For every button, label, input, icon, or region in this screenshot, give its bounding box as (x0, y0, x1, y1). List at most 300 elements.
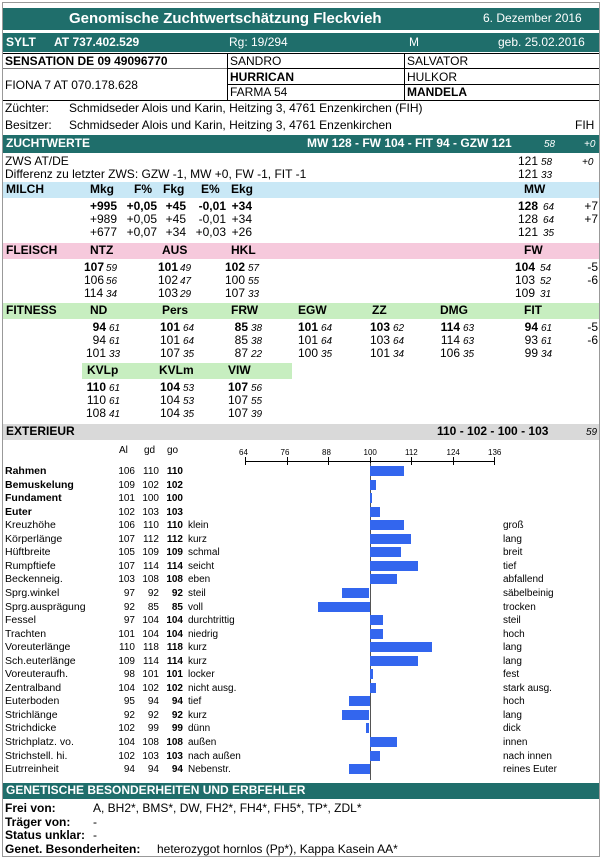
milch-mw: 121 (517, 225, 538, 239)
milch-value: +677 (89, 225, 117, 239)
fitness-reliability: 35 (183, 349, 195, 360)
breeder-label: Züchter: (5, 101, 50, 115)
frei-value: A, BH2*, BMS*, DW, FH2*, FH4*, FH5*, TP*, ZDL* (93, 801, 362, 815)
milch-value: +989 (89, 212, 117, 226)
scale-tick-label: 124 (446, 448, 460, 457)
trait-gd: 104 (142, 615, 159, 627)
milch-mw-reliability: 64 (543, 202, 555, 213)
milch-mw: 128 (517, 212, 538, 226)
fitness-col-kvlm: KVLm (159, 363, 194, 377)
animal-rank: Rg: 19/294 (229, 35, 288, 49)
fitness2-value: 110 (86, 380, 106, 394)
fitness2-reliability: 41 (109, 409, 121, 420)
fitness-header (3, 303, 599, 319)
zuchtwerte-bar (3, 135, 599, 153)
trait-gd: 103 (142, 506, 159, 518)
trait-high-label: innen (503, 737, 528, 748)
fitness-reliability: 64 (393, 336, 405, 347)
trait-go: 94 (171, 696, 183, 708)
trait-low-label: locker (188, 669, 215, 681)
zws-value: 121 (518, 154, 539, 168)
title-bar (3, 8, 599, 30)
milch-mw-delta: +7 (584, 212, 598, 226)
trait-al: 106 (118, 520, 135, 532)
gen-value: heterozygot hornlos (Pp*), Kappa Kasein AA* (157, 842, 398, 856)
genetic-bar (3, 783, 599, 799)
trait-al: 102 (118, 750, 135, 762)
trait-go: 118 (166, 642, 183, 654)
fitness-value: 103 (369, 320, 390, 334)
trait-name: Euter (5, 505, 32, 518)
trait-high-label: säbelbeinig (503, 587, 554, 599)
fitness-value: 106 (439, 346, 460, 360)
scale-tick-label: 76 (280, 448, 290, 457)
trait-high-label: hoch (503, 628, 525, 640)
fitness2-reliability: 35 (183, 409, 195, 420)
trait-go: 114 (166, 560, 183, 572)
milch-value: -0,01 (198, 199, 226, 213)
fitness-value: 100 (297, 346, 318, 360)
trait-go: 102 (166, 479, 183, 491)
fleisch-value: 114 (84, 286, 104, 300)
fleisch-reliability: 47 (180, 276, 192, 287)
fitness-reliability: 33 (109, 349, 121, 360)
trait-gd: 94 (147, 696, 159, 708)
diff-reliability: 33 (541, 170, 553, 181)
milch-col-ekg: Ekg (231, 182, 254, 196)
milch-mw-delta: +7 (584, 199, 598, 213)
zws-delta: +0 (582, 157, 594, 168)
fleisch-reliability: 31 (540, 289, 552, 300)
status-value: - (93, 828, 97, 842)
trait-bar (318, 602, 370, 612)
trait-name: Hüftbreite (5, 546, 51, 559)
trait-al: 109 (118, 655, 135, 667)
fitness-col-kvlp: KVLp (87, 363, 119, 377)
fleisch-value: 104 (515, 260, 536, 274)
fleisch-value: 103 (158, 286, 179, 300)
trait-go: 109 (166, 547, 183, 559)
fitness-reliability: 22 (251, 349, 263, 360)
milch-header (3, 182, 599, 198)
fleisch-col-ntz: NTZ (90, 243, 114, 257)
zws-reliability: 58 (541, 157, 553, 168)
trait-high-label: lang (503, 655, 522, 667)
fitness2-reliability: 39 (251, 409, 263, 420)
trait-name: Bemuskelung (5, 478, 74, 491)
trait-gd: 108 (142, 574, 159, 586)
fitness-reliability: 62 (393, 323, 405, 334)
trait-gd: 94 (147, 764, 159, 776)
trait-name: Strichplatz. vo. (5, 736, 74, 748)
genetic-label: GENETISCHE BESONDERHEITEN UND ERBFEHLER (6, 783, 306, 797)
fitness-reliability: 38 (251, 336, 263, 347)
fitness-col-nd: ND (90, 303, 108, 317)
fleisch-value: 103 (515, 273, 536, 287)
fitness-value: 107 (159, 346, 180, 360)
fitness2-value: 104 (159, 380, 180, 394)
fitness-value: 87 (234, 346, 248, 360)
trait-al: 92 (123, 601, 135, 613)
frei-label: Frei von: (5, 801, 56, 815)
milch-value: +0,03 (195, 225, 226, 239)
trait-gd: 110 (143, 520, 159, 532)
trait-bar (370, 574, 398, 584)
milch-col-mkg: Mkg (90, 182, 114, 196)
trait-low-label: steil (188, 587, 206, 599)
trait-name: Voreuteraufh. (5, 668, 69, 681)
fitness-value: 93 (524, 333, 538, 347)
trait-bar (349, 764, 370, 774)
fitness2-value: 110 (86, 393, 106, 407)
fitness-value: 114 (440, 333, 460, 347)
fitness2-value: 107 (227, 380, 248, 394)
trait-gd: 92 (147, 587, 159, 599)
trait-al: 101 (118, 493, 135, 505)
trait-high-label: lang (503, 709, 522, 721)
fitness-reliability: 64 (183, 323, 195, 334)
trait-al: 104 (118, 682, 135, 694)
trait-go: 103 (166, 750, 183, 762)
trait-bar (370, 547, 401, 557)
trait-bar (342, 588, 370, 598)
fleisch-delta: -6 (587, 273, 598, 287)
fitness-value: 101 (85, 346, 106, 360)
trait-high-label: fest (503, 669, 520, 681)
scale-tick (245, 457, 246, 465)
trait-name: Strichlänge (5, 708, 58, 721)
fitness2-value: 104 (159, 406, 180, 420)
trait-go: 85 (171, 601, 183, 613)
ext-head-go: go (167, 445, 179, 456)
scale-tick (287, 457, 288, 465)
trait-gd: 114 (143, 560, 159, 572)
status-label: Status unklar: (5, 828, 86, 842)
trait-go: 92 (171, 587, 183, 599)
fitness-col-viw: VIW (228, 363, 251, 377)
scale-tick (453, 457, 454, 465)
trait-bar (370, 751, 380, 761)
trait-name: Beckenneig. (5, 573, 63, 586)
fleisch-delta: -5 (587, 260, 598, 274)
trait-gd: 118 (143, 642, 159, 654)
trait-high-label: lang (503, 642, 522, 654)
trait-gd: 100 (142, 493, 159, 505)
zuchtwerte-summary-delta: +0 (584, 139, 596, 150)
trait-high-label: nach innen (503, 750, 552, 762)
fitness-value: 103 (369, 333, 390, 347)
fitness-reliability: 61 (541, 336, 553, 347)
trait-gd: 108 (142, 737, 159, 748)
fleisch-col-fw: FW (524, 243, 543, 257)
trait-name: Sch.euterlänge (5, 654, 76, 667)
trait-gd: 102 (142, 479, 159, 491)
owner-value: Schmidseder Alois und Karin, Heitzing 3, 4761 Enzenkirchen (69, 118, 392, 132)
milch-value: +34 (231, 212, 252, 226)
trait-gd: 99 (147, 723, 159, 735)
fleisch-reliability: 29 (180, 289, 192, 300)
trait-high-label: lang (503, 533, 522, 545)
trait-go: 114 (166, 655, 183, 667)
trait-gd: 110 (143, 466, 159, 477)
fitness2-value: 107 (227, 393, 248, 407)
fitness2-reliability: 53 (183, 396, 195, 407)
fleisch-reliability: 59 (106, 263, 118, 274)
trait-gd: 92 (147, 709, 159, 721)
trait-bar (370, 656, 418, 666)
trait-al: 107 (118, 560, 135, 572)
fleisch-value: 100 (225, 273, 246, 287)
trait-name: Fundament (5, 492, 62, 505)
trait-low-label: Nebenstr. (188, 764, 231, 776)
trait-bar (370, 737, 398, 747)
fleisch-value: 102 (225, 260, 246, 274)
fitness-col-frw: FRW (231, 303, 259, 317)
trait-al: 98 (123, 669, 135, 681)
animal-name: SYLT (6, 35, 36, 49)
ext-head-gd: gd (144, 445, 156, 456)
fitness2-reliability: 53 (183, 383, 195, 394)
trait-high-label: trocken (503, 601, 536, 613)
trait-name: Kreuzhöhe (5, 519, 56, 532)
milch-value: +0,07 (126, 225, 157, 239)
scale-tick-label: 100 (363, 448, 377, 457)
trait-go: 94 (171, 764, 183, 776)
trait-go: 104 (166, 628, 183, 640)
trait-bar (370, 507, 380, 517)
trait-bar (342, 710, 370, 720)
trait-bar (370, 466, 405, 476)
trait-high-label: abfallend (503, 574, 544, 586)
trait-bar (366, 723, 369, 733)
scale-tick-label: 88 (322, 448, 331, 457)
fleisch-reliability: 57 (248, 263, 260, 274)
zuchtwerte-label: ZUCHTWERTE (6, 136, 90, 150)
trait-low-label: dünn (188, 723, 211, 735)
fleisch-reliability: 55 (248, 276, 260, 287)
trait-low-label: niedrig (188, 628, 219, 640)
fitness-reliability: 63 (463, 323, 475, 334)
dam-sire-dam-sire: HULKOR (407, 70, 458, 84)
milch-value: +45 (165, 199, 186, 213)
trait-go: 103 (166, 506, 183, 518)
fitness-value: 85 (234, 320, 248, 334)
exterieur-label: EXTERIEUR (6, 424, 75, 438)
trait-low-label: außen (188, 737, 217, 748)
milch-value: +0,05 (126, 212, 157, 226)
trait-gd: 104 (142, 628, 159, 640)
fleisch-value: 102 (158, 273, 179, 287)
fitness-value: 114 (440, 320, 460, 334)
trait-low-label: schmal (188, 547, 220, 559)
fitness2-reliability: 61 (109, 383, 121, 394)
trait-low-label: kurz (188, 709, 207, 721)
trait-go: 102 (166, 682, 183, 694)
trait-name: Zentralband (5, 681, 62, 694)
milch-col-fpct: F% (134, 182, 152, 196)
trait-name: Rahmen (5, 465, 47, 477)
scale-tick (328, 457, 329, 465)
trait-al: 92 (123, 709, 135, 721)
fitness-reliability: 34 (541, 349, 553, 360)
fitness2-reliability: 56 (251, 383, 263, 394)
trait-name: Fessel (5, 614, 36, 627)
trait-low-label: seicht (188, 560, 215, 572)
milch-col-epct: E% (201, 182, 220, 196)
trait-bar (370, 480, 377, 490)
trait-name: Sprg.ausprägung (5, 600, 86, 613)
report-date: 6. Dezember 2016 (483, 11, 582, 25)
trait-name: Trachten (5, 627, 47, 640)
fitness-value: 85 (234, 333, 248, 347)
trait-high-label: tief (503, 560, 517, 572)
sire-sire: SANDRO (230, 54, 282, 68)
fitness-reliability: 64 (321, 323, 333, 334)
fitness-reliability: 61 (541, 323, 553, 334)
scale-tick-label: 136 (488, 448, 502, 457)
trait-name: Körperlänge (5, 532, 63, 545)
fitness2-value: 108 (85, 406, 106, 420)
trait-low-label: kurz (188, 642, 207, 654)
gen-label: Genet. Besonderheiten: (5, 842, 141, 856)
trait-go: 110 (166, 466, 183, 477)
trait-gd: 103 (142, 750, 159, 762)
trait-high-label: dick (503, 723, 521, 735)
trait-bar (370, 534, 412, 544)
trait-name: Voreuterlänge (5, 641, 71, 654)
milch-mw-reliability: 64 (543, 215, 555, 226)
trait-low-label: eben (188, 574, 211, 586)
fitness-reliability: 35 (463, 349, 475, 360)
trait-al: 107 (118, 533, 135, 545)
trait-bar (370, 561, 418, 571)
scale-tick (411, 457, 412, 465)
sire: SENSATION DE 09 49096770 (5, 54, 168, 68)
diff-value: 121 (518, 167, 539, 181)
trait-gd: 85 (147, 601, 159, 613)
trait-name: Euterboden (5, 695, 60, 708)
trait-gd: 112 (143, 533, 159, 545)
fitness2-value: 107 (227, 406, 248, 420)
trait-al: 102 (118, 723, 135, 735)
trait-bar (370, 642, 432, 652)
trait-bar (370, 493, 372, 503)
trait-go: 108 (166, 737, 183, 748)
fitness-label: FITNESS (6, 303, 57, 317)
sire-dam-sire: SALVATOR (407, 54, 469, 68)
trait-bar (370, 683, 377, 693)
fleisch-value: 106 (84, 273, 105, 287)
animal-id: AT 737.402.529 (54, 35, 140, 49)
fleisch-value: 107 (225, 286, 246, 300)
trait-low-label: tief (188, 696, 202, 708)
trait-high-label: steil (503, 615, 521, 627)
fitness-value: 101 (369, 346, 390, 360)
milch-mw-reliability: 35 (543, 228, 555, 239)
trait-bar (370, 520, 405, 530)
trait-al: 97 (123, 587, 135, 599)
fitness-reliability: 34 (393, 349, 405, 360)
milch-value: -0,01 (198, 212, 226, 226)
trait-gd: 109 (142, 547, 159, 559)
fitness-value: 101 (297, 320, 318, 334)
trait-name: Eutrreinheit (5, 763, 59, 776)
trait-go: 110 (166, 520, 183, 532)
zuchtwerte-summary: MW 128 - FW 104 - FIT 94 - GZW 121 (307, 136, 512, 150)
trait-high-label: hoch (503, 696, 525, 708)
fitness-reliability: 61 (109, 323, 121, 334)
fitness-delta: -6 (587, 333, 598, 347)
fleisch-value: 109 (515, 286, 536, 300)
milch-value: +0,05 (126, 199, 157, 213)
trait-go: 112 (166, 533, 183, 545)
fitness-header-2 (82, 363, 292, 379)
trait-al: 109 (118, 479, 135, 491)
fleisch-reliability: 49 (180, 263, 192, 274)
dam-dam: FARMA 54 (230, 85, 288, 99)
fitness-col-zz: ZZ (372, 303, 387, 317)
trait-go: 104 (166, 615, 183, 627)
trait-al: 94 (123, 764, 135, 776)
fleisch-reliability: 52 (540, 276, 552, 287)
trait-gd: 114 (143, 655, 159, 667)
fleisch-value: 107 (84, 260, 105, 274)
milch-value: +45 (165, 212, 186, 226)
trait-high-label: stark ausg. (503, 682, 552, 694)
exterieur-header (3, 424, 599, 440)
trager-label: Träger von: (5, 815, 71, 829)
fleisch-col-hkl: HKL (231, 243, 256, 257)
fitness-delta: -5 (587, 320, 598, 334)
trager-value: - (93, 815, 97, 829)
trait-go: 101 (166, 669, 183, 681)
milch-value: +34 (165, 225, 186, 239)
trait-name: Strichdicke (5, 722, 57, 735)
dam-sire: HURRICAN (230, 70, 294, 84)
fleisch-reliability: 34 (106, 289, 118, 300)
fitness2-reliability: 61 (109, 396, 121, 407)
dam: FIONA 7 AT 070.178.628 (5, 78, 138, 92)
milch-col-mw: MW (524, 182, 546, 196)
trait-go: 92 (171, 709, 183, 721)
fitness-reliability: 35 (321, 349, 333, 360)
fitness-col-egw: EGW (298, 303, 327, 317)
fitness-reliability: 63 (463, 336, 475, 347)
trait-gd: 101 (142, 669, 159, 681)
scale-tick (494, 457, 495, 465)
trait-gd: 102 (142, 682, 159, 694)
animal-born: geb. 25.02.2016 (498, 35, 585, 49)
fitness-col-fit: FIT (524, 303, 542, 317)
trait-high-label: reines Euter (503, 764, 557, 776)
fleisch-reliability: 33 (248, 289, 260, 300)
fitness-reliability: 61 (109, 336, 121, 347)
exterieur-summary-reliability: 59 (586, 427, 598, 438)
milch-col-fkg: Fkg (163, 182, 185, 196)
milch-mw: 128 (517, 199, 538, 213)
scale-tick-label: 64 (239, 448, 248, 457)
owner-label: Besitzer: (5, 118, 52, 132)
zws-label: ZWS AT/DE (5, 154, 69, 168)
fitness-col-dmg: DMG (440, 303, 468, 317)
breeder-value: Schmidseder Alois und Karin, Heitzing 3, 4761 Enzenkirchen (FIH) (69, 101, 423, 115)
fitness-col-pers: Pers (162, 303, 189, 317)
fleisch-header (3, 243, 599, 259)
page-title: Genomische Zuchtwertschätzung Fleckvieh (69, 10, 382, 27)
fleisch-reliability: 56 (106, 276, 118, 287)
trait-al: 95 (123, 696, 135, 708)
trait-bar (370, 629, 384, 639)
